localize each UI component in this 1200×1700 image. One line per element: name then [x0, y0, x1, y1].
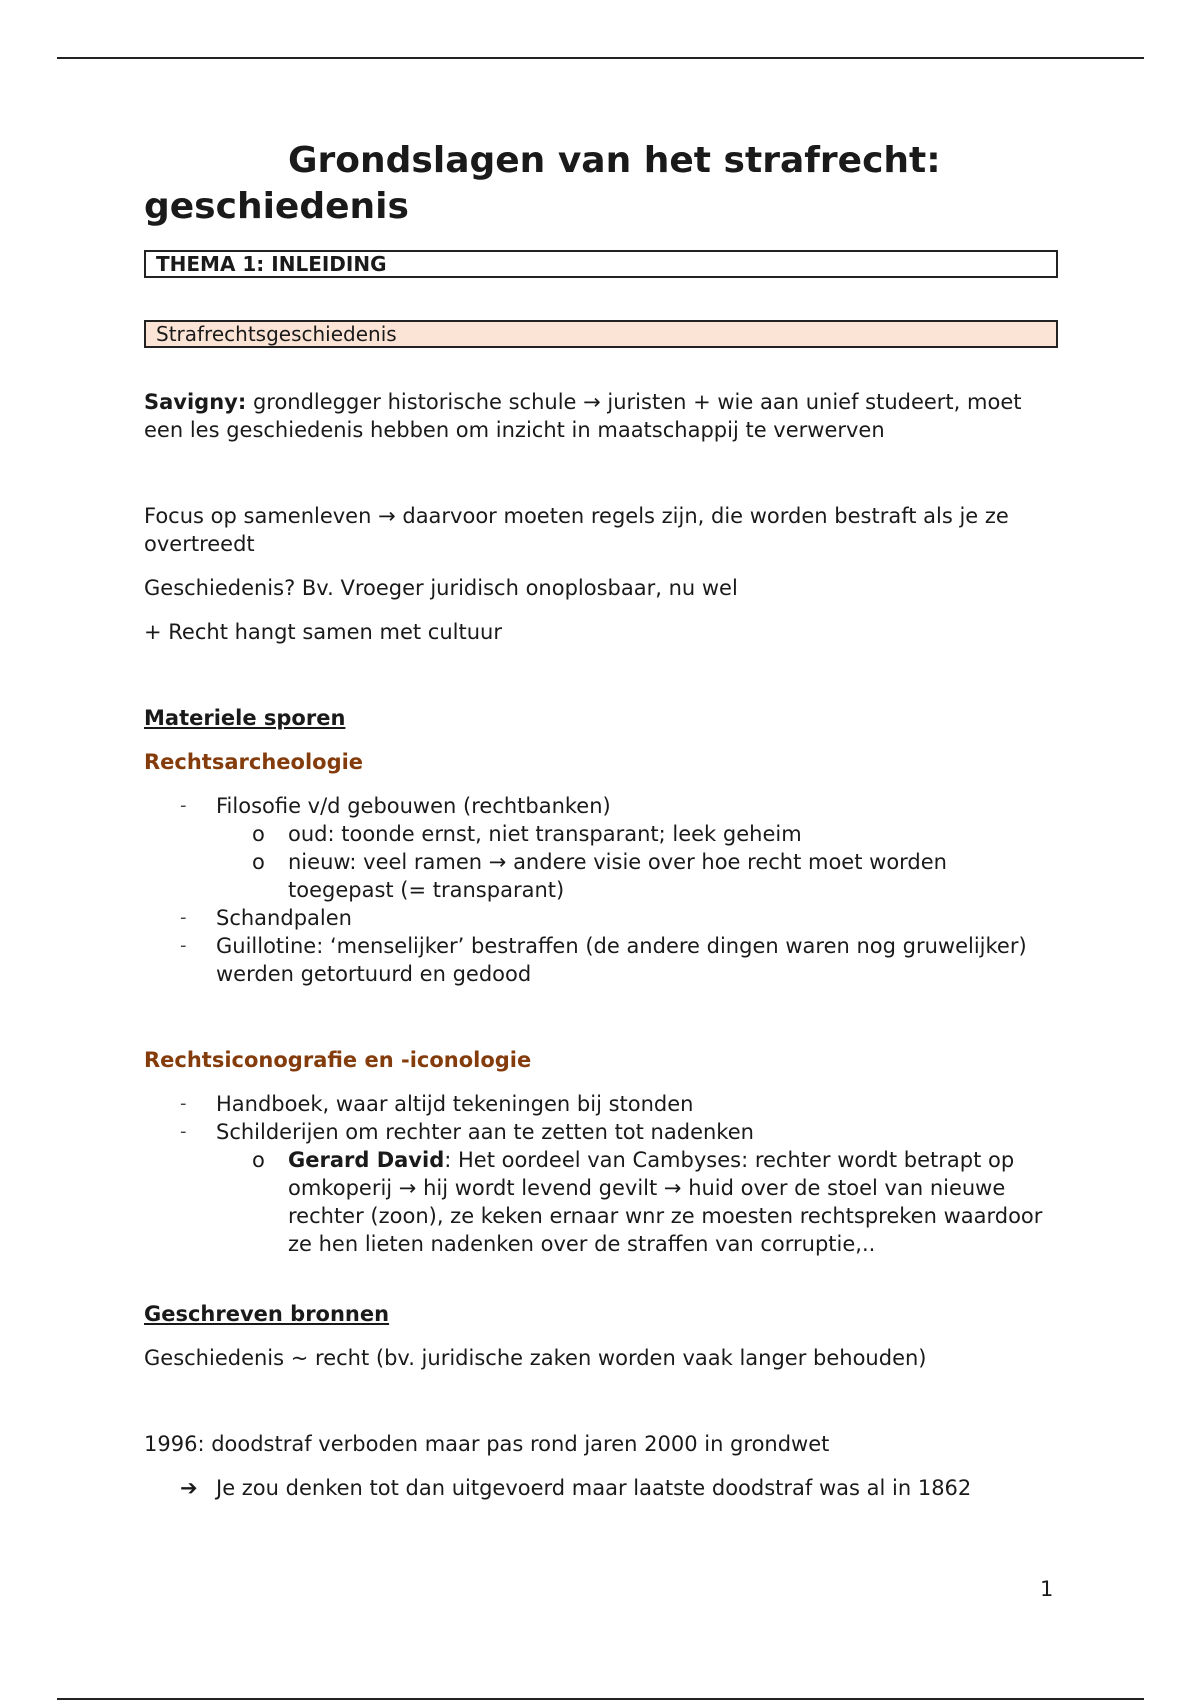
top-rule — [57, 57, 1144, 59]
geschreven-bronnen-paragraph: Geschiedenis ~ recht (bv. juridische zaken worden vaak langer behouden) — [144, 1346, 927, 1370]
dash-marker: - — [180, 907, 187, 928]
list-item — [144, 932, 1058, 988]
dash-marker: - — [180, 795, 187, 816]
list-item — [144, 792, 1058, 904]
sub-list-item — [216, 848, 1058, 904]
arrow-icon: ➔ — [180, 1476, 198, 1500]
list-item-text: Handboek, waar altijd tekeningen bij stonden — [216, 1092, 694, 1116]
list-item-text: Filosofie v/d gebouwen (rechtbanken) — [216, 794, 611, 818]
savigny-paragraph — [144, 388, 1058, 444]
list-item-text: Guillotine: ‘menselijker’ bestraffen (de andere dingen waren nog gruwelijker) werden getortuurd en gedood — [216, 934, 1027, 986]
dash-marker: - — [180, 935, 187, 956]
savigny-label: Savigny: — [144, 390, 247, 414]
rechtsarcheologie-list — [144, 792, 1058, 988]
rechtsarcheologie-heading: Rechtsarcheologie — [144, 750, 364, 774]
sub-list-item-text: nieuw: veel ramen → andere visie over hoe recht moet worden toegepast (= transparant) — [288, 850, 947, 902]
geschreven-bronnen-heading: Geschreven bronnen — [144, 1302, 390, 1326]
list-item — [144, 1118, 1058, 1258]
death-penalty-paragraph: 1996: doodstraf verboden maar pas rond jaren 2000 in grondwet — [144, 1432, 830, 1456]
list-item-text: Schandpalen — [216, 906, 352, 930]
circle-marker: o — [252, 822, 265, 846]
materiele-sporen-heading: Materiele sporen — [144, 706, 346, 730]
sub-list-item — [216, 820, 1058, 848]
rechtsiconografie-list — [144, 1090, 1058, 1258]
arrow-item-text: Je zou denken tot dan uitgevoerd maar laatste doodstraf was al in 1862 — [216, 1476, 972, 1500]
sub-list-item-text: : Het oordeel van Cambyses: rechter wordt betrapt op omkoperij → hij wordt levend gevilt → huid over de stoel van nieuwe rechter (zoon), ze keken ernaar wnr ze moesten rechtspreken waardoor ze hen lieten nadenken over de straffen van corruptie,.. — [288, 1148, 1043, 1256]
section-heading: Strafrechtsgeschiedenis — [144, 320, 1058, 348]
page-number: 1 — [1040, 1577, 1054, 1601]
savigny-text: grondlegger historische schule → juristen + wie aan unief studeert, moet een les geschiedenis hebben om inzicht in maatschappij te verwerven — [144, 390, 1022, 442]
gerard-david-label: Gerard David — [288, 1148, 445, 1172]
history-paragraph: Geschiedenis? Bv. Vroeger juridisch onoplosbaar, nu wel — [144, 576, 738, 600]
circle-marker: o — [252, 850, 265, 874]
circle-marker: o — [252, 1148, 265, 1172]
list-item — [144, 904, 1058, 932]
arrow-item — [144, 1474, 1058, 1502]
rechtsiconografie-heading: Rechtsiconografie en -iconologie — [144, 1048, 532, 1072]
culture-paragraph: + Recht hangt samen met cultuur — [144, 620, 502, 644]
dash-marker: - — [180, 1093, 187, 1114]
document-title: Grondslagen van het strafrecht: geschiedenis — [144, 140, 941, 227]
theme-heading: THEMA 1: INLEIDING — [144, 250, 1058, 278]
sub-list — [216, 820, 1058, 904]
list-item — [144, 1090, 1058, 1118]
dash-marker: - — [180, 1121, 187, 1142]
list-item-text: Schilderijen om rechter aan te zetten tot nadenken — [216, 1120, 754, 1144]
sub-list-item-text: oud: toonde ernst, niet transparant; leek geheim — [288, 822, 802, 846]
sub-list-item — [216, 1146, 1058, 1258]
focus-paragraph: Focus op samenleven → daarvoor moeten regels zijn, die worden bestraft als je ze overtreedt — [144, 504, 1009, 556]
sub-list — [216, 1146, 1058, 1258]
document-body — [144, 138, 1058, 1502]
